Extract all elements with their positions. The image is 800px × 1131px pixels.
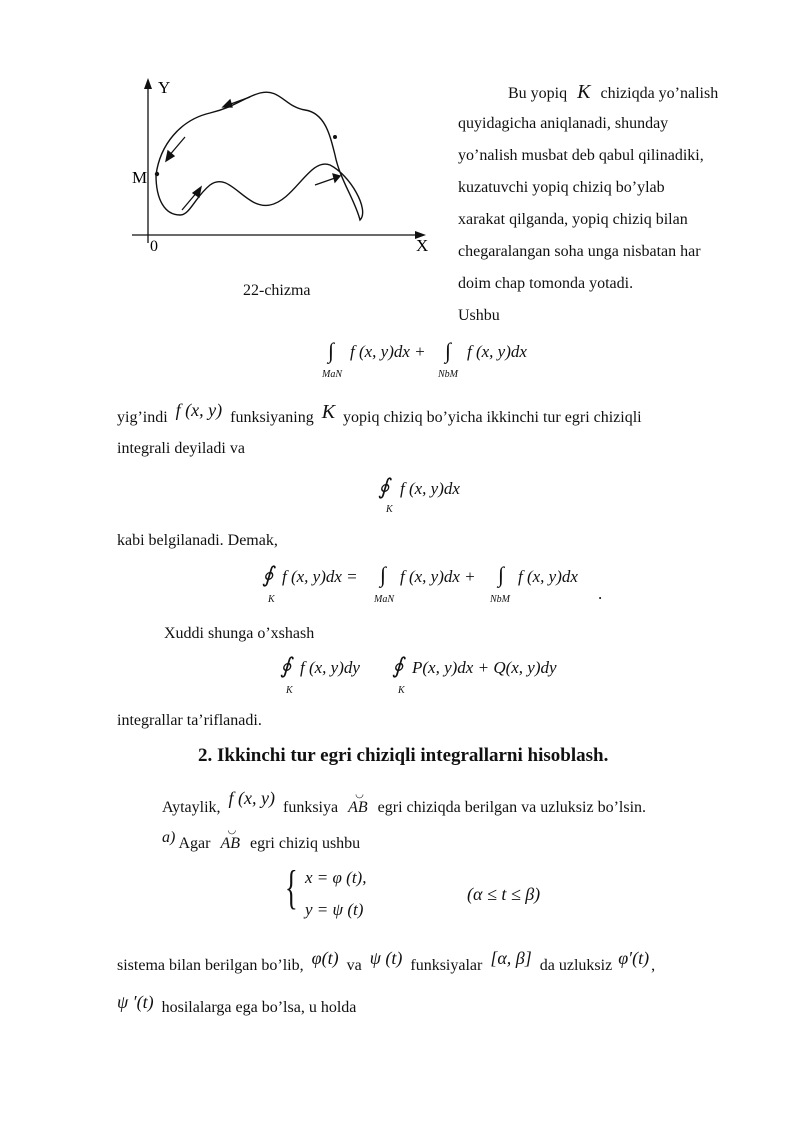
formula-2-expr: f (x, y)dx (400, 479, 460, 498)
closed-curve-diagram (120, 75, 440, 275)
paragraph-6 (162, 788, 647, 818)
formula-4 (280, 655, 600, 701)
p2-part-2: funksiyaning (230, 409, 314, 426)
integral-sign: ∫ (328, 338, 335, 363)
p8-psi: ψ (t) (369, 948, 403, 968)
p8-psi-prime: ψ ′(t) (117, 992, 154, 1012)
p2-line-2: integrali deyiladi va (117, 440, 245, 457)
p8-phi-prime: φ′(t) (618, 948, 650, 968)
paragraph-4: Xuddi shunga o’xshash (164, 625, 315, 642)
formula-1 (320, 338, 580, 384)
p6-arc: ◡ AB (348, 789, 368, 816)
system-eq-2: y = ψ (t) (305, 900, 364, 919)
formula-4-expr-1: f (x, y)dy (300, 658, 360, 677)
p7-arc-text: AB (220, 835, 240, 852)
formula-1-term-2: f (x, y)dx (467, 342, 527, 361)
y-axis-arrow-icon (144, 78, 152, 89)
p2-part-3: yopiq chiziq bo’yicha ikkinchi tur egri chiziqli (343, 409, 642, 426)
contour-integral-sign: ∮ (392, 653, 404, 678)
integral-sign: ∫ (380, 562, 387, 587)
formula-1-sub-2: NbM (438, 369, 458, 380)
p1-line-3: yo’nalish musbat deb qabul qilinadiki, (458, 147, 704, 164)
system-eq-1: x = φ (t), (305, 868, 367, 887)
point-m-label: M (132, 168, 148, 187)
p8-interval: [α, β] (490, 948, 532, 968)
integral-sign: ∫ (498, 562, 505, 587)
p2-part-1: yig’indi (117, 409, 168, 426)
integral-sign: ∫ (445, 338, 452, 363)
formula-3-lhs: f (x, y)dx = (282, 567, 358, 586)
point-dot (333, 135, 337, 139)
formula-3-end: . (598, 584, 603, 603)
formula-1-term-1: f (x, y)dx + (350, 342, 426, 361)
p8-phi: φ(t) (311, 948, 339, 968)
contour-integral-sign: ∮ (378, 474, 390, 499)
p7-label: a) (162, 829, 176, 846)
section-heading: 2. Ikkinchi tur egri chiziqli integrallarni hisoblash. (198, 745, 609, 766)
p1-line-5: xarakat qilganda, yopiq chiziq bilan (458, 211, 688, 228)
p8-part-1: sistema bilan berilgan bo’lib, (117, 957, 304, 974)
p8-va: va (346, 957, 362, 974)
contour-integral-sign: ∮ (280, 653, 292, 678)
paragraph-7 (162, 825, 361, 854)
origin-label: 0 (150, 238, 158, 255)
closed-curve (156, 92, 363, 220)
left-brace: { (285, 861, 298, 914)
formula-3-term-2: f (x, y)dx (518, 567, 578, 586)
contour-integral-sign: ∮ (262, 562, 274, 587)
direction-arrows (166, 97, 340, 210)
formula-4-sub-1: K (286, 685, 293, 696)
formula-3 (262, 564, 622, 610)
p1-line-1a: Bu yopiq (508, 85, 568, 102)
formula-4-sub-2: K (398, 685, 405, 696)
p1-line-4: kuzatuvchi yopiq chiziq bo’ylab (458, 179, 665, 196)
p2-fxy: f (x, y) (175, 400, 223, 420)
axis-y-label: Y (158, 78, 171, 97)
p6-part-1: Aytaylik, (162, 799, 221, 816)
p7-part-1: Agar (178, 835, 211, 852)
formula-3-sub-1: MaN (374, 594, 394, 605)
p1-line-8: Ushbu (458, 307, 500, 324)
figure-caption: 22-chizma (243, 282, 311, 299)
p6-part-2: funksiya (283, 799, 339, 816)
p8-part-4: hosilalarga ega bo’lsa, u holda (161, 999, 357, 1016)
formula-3-sub-2: NbM (490, 594, 510, 605)
formula-2-sub: K (386, 504, 393, 515)
formula-2 (378, 476, 518, 520)
equation-system (285, 862, 585, 932)
axis-x-label: X (416, 236, 429, 255)
p6-fxy: f (x, y) (228, 788, 275, 808)
figure-22 (120, 75, 440, 305)
paragraph-3: kabi belgilanadi. Demak, (117, 532, 278, 549)
p1-line-7: doim chap tomonda yotadi. (458, 275, 634, 292)
point-m-dot (155, 172, 159, 176)
p2-k: K (321, 401, 336, 423)
paragraph-5: integrallar ta’riflanadi. (117, 712, 262, 729)
p8-comma: , (651, 957, 656, 974)
p1-line-2: quyidagicha aniqlanadi, shunday (458, 115, 669, 132)
p7-part-2: egri chiziq ushbu (249, 835, 361, 852)
p8-part-3: da uzluksiz (539, 957, 613, 974)
formula-4-expr-2: P(x, y)dx + Q(x, y)dy (412, 658, 557, 677)
k-symbol: K (577, 81, 591, 103)
p6-arc-text: AB (348, 799, 368, 816)
system-range: (α ≤ t ≤ β) (467, 884, 541, 904)
formula-1-sub-1: MaN (322, 369, 342, 380)
formula-3-sub-k: K (268, 594, 275, 605)
p7-arc: ◡ AB (220, 825, 240, 852)
p1-line-6: chegaralangan soha unga nisbatan har (458, 243, 701, 260)
formula-3-term-1: f (x, y)dx + (400, 567, 476, 586)
p1-line-1b: chiziqda yo’nalish (600, 85, 719, 102)
p6-part-3: egri chiziqda berilgan va uzluksiz bo’lsin. (377, 799, 647, 816)
p8-part-2: funksiyalar (410, 957, 483, 974)
